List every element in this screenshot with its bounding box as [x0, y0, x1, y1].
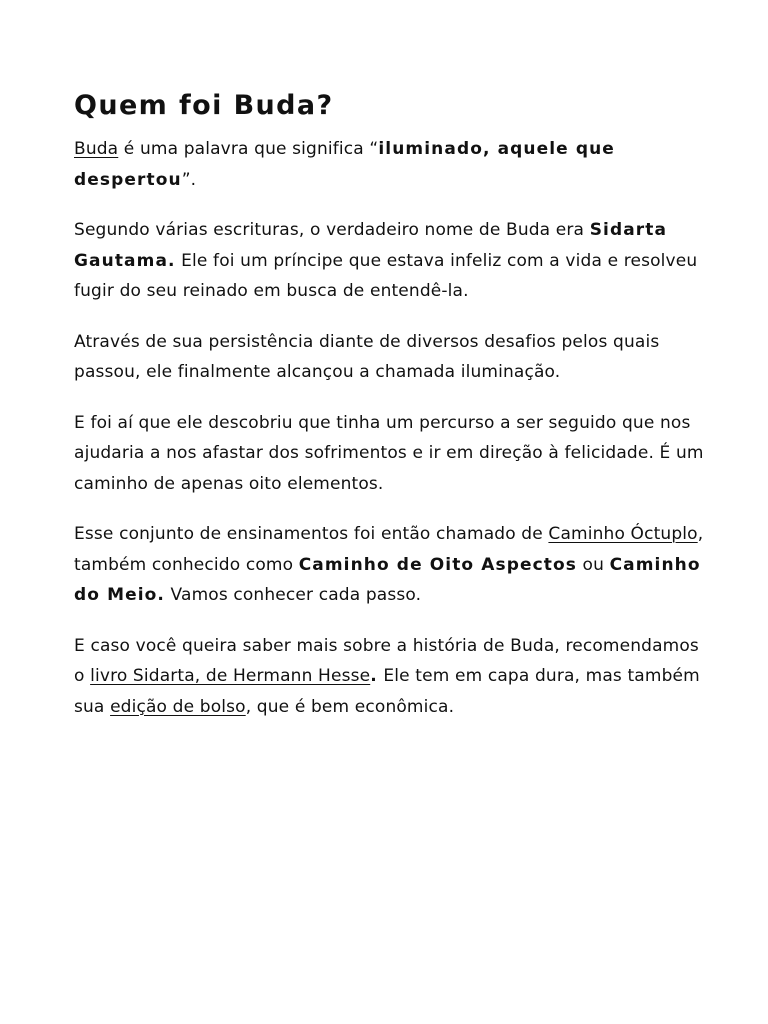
- page-title: Quem foi Buda?: [74, 90, 334, 121]
- paragraph-5-bold-b: Caminho do Meio.: [74, 554, 701, 605]
- paragraph-4: E foi aí que ele descobriu que tinha um percurso a ser seguido que nos ajudaria a nos afastar dos sofrimentos e ir em direção à felicidade. É um caminho de apenas oito elementos.: [74, 412, 704, 494]
- paragraph-5-text-b: , também conhecido como: [74, 524, 704, 575]
- paragraph-6-text-a: E caso você queira saber mais sobre a história de Buda, recomendamos o: [74, 635, 699, 686]
- paragraph-2-text-b: Ele foi um príncipe que estava infeliz com a vida e resolveu fugir do seu reinado em busca de entendê-la.: [74, 250, 698, 301]
- paragraph-6-text-c: , que é bem econômica.: [245, 696, 455, 717]
- paragraph-2-text-a: Segundo várias escrituras, o verdadeiro nome de Buda era: [74, 220, 590, 240]
- paragraph-3: Através de sua persistência diante de diversos desafios pelos quais passou, ele finalmente alcançou a chamada iluminação.: [74, 331, 660, 382]
- paragraph-5-text-d: Vamos conhecer cada passo.: [164, 585, 422, 605]
- link-caminho-octuplo[interactable]: Caminho Óctuplo: [548, 524, 698, 544]
- paragraph-1-bold-a: iluminado, aquele que despertou: [74, 139, 615, 190]
- paragraph-6: [74, 631, 714, 723]
- paragraph-2-bold-a: Sidarta Gautama.: [74, 220, 668, 271]
- link-livro-sidarta[interactable]: livro Sidarta, de Hermann Hesse: [90, 666, 371, 686]
- paragraph-6-bold-dot: .: [370, 666, 378, 686]
- link-edicao-de-bolso[interactable]: edição de bolso: [110, 696, 246, 717]
- paragraph-6-text-b: Ele tem em capa dura, mas também sua: [74, 666, 700, 717]
- paragraph-1: [74, 134, 714, 195]
- article: [74, 88, 714, 742]
- paragraph-1-text-a: é uma palavra que significa “: [118, 139, 379, 159]
- paragraph-5-bold-a: Caminho de Oito Aspectos: [298, 554, 577, 575]
- link-buda[interactable]: Buda: [74, 139, 119, 159]
- paragraph-5-text-c: ou: [577, 554, 610, 575]
- paragraph-5-text-a: Esse conjunto de ensinamentos foi então chamado de: [74, 524, 549, 544]
- paragraph-1-text-b: ”.: [181, 169, 197, 190]
- paragraph-5: [74, 519, 714, 611]
- paragraph-2: [74, 215, 714, 307]
